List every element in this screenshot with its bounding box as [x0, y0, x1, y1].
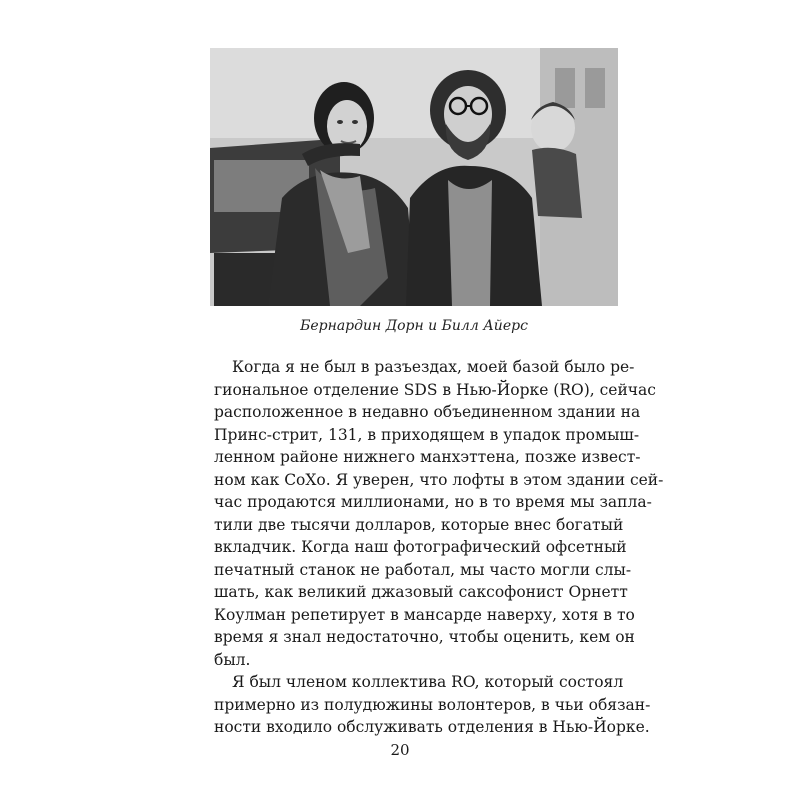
text-line: ленном районе нижнего манхэттена, позже извест- — [214, 448, 641, 466]
text-line: ности входило обслуживать отделения в Нью-Йорке. — [214, 718, 650, 736]
text-line: Я был членом коллектива RO, который состоял — [232, 673, 624, 691]
text-line: тили две тысячи долларов, которые внес богатый — [214, 515, 624, 534]
body-text — [214, 356, 664, 739]
text-line: был. — [214, 650, 251, 669]
text-line: шать, как великий джазовый саксофонист Орнетт — [214, 583, 628, 601]
text-line: печатный станок не работал, мы часто могли слы- — [214, 560, 632, 579]
text-line: время я знал недостаточно, чтобы оценить, кем он — [214, 628, 635, 646]
paragraph-2 — [214, 671, 651, 739]
text-line: вкладчик. Когда наш фотографический офсетный — [214, 538, 627, 556]
text-line: ном как СоХо. Я уверен, что лофты в этом здании сей- — [214, 470, 664, 489]
text-line: гиональное отделение SDS в Нью-Йорке (RO), сейчас — [214, 380, 656, 399]
photograph — [210, 48, 618, 306]
photo-image — [210, 48, 618, 306]
text-line: Коулман репетирует в мансарде наверху, хотя в то — [214, 605, 635, 624]
text-line: расположенное в недавно объединенном здании на — [214, 403, 641, 421]
text-line: Когда я не был в разъездах, моей базой было ре- — [232, 358, 635, 376]
text-line: Принс-стрит, 131, в приходящем в упадок промыш- — [214, 425, 640, 444]
text-line: час продаются миллионами, но в то время мы запла- — [214, 493, 652, 511]
paragraph-1 — [214, 356, 664, 671]
page-number: 20 — [390, 741, 410, 759]
text-line: примерно из полудюжины волонтеров, в чьи обязан- — [214, 695, 651, 714]
photo-caption: Бернардин Дорн и Билл Айерс — [300, 318, 528, 334]
